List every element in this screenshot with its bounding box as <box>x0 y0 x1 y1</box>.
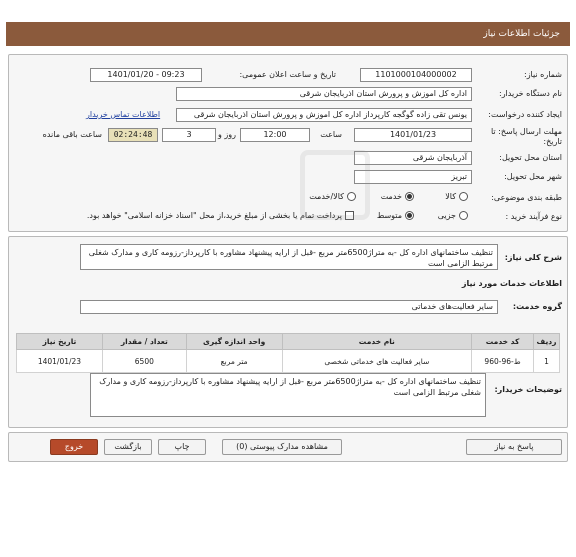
back-button[interactable]: بازگشت <box>104 439 152 455</box>
radio-selected-icon <box>405 192 414 201</box>
print-button[interactable]: چاپ <box>158 439 206 455</box>
deadline-label: مهلت ارسال پاسخ: تا تاریخ: <box>490 127 562 146</box>
province-label: استان محل تحویل: <box>499 153 562 162</box>
days-label: روز و <box>218 130 236 139</box>
table-header-row <box>17 334 560 350</box>
summary-textbox: تنظیف ساختمانهای اداره کل -به متراژ6500متر مربع -قبل از ارایه پیشنهاد مشاوره با کارپرداز-رزومه کاری و مدارک شغلی مرتبط الزامی است <box>80 244 498 270</box>
radio-selected-icon <box>405 211 414 220</box>
radio-icon <box>459 192 468 201</box>
services-table-wrap <box>16 333 560 373</box>
col-unit-header: واحد اندازه گیری <box>186 334 282 350</box>
creator-field: یونس تقی زاده گوگجه کارپرداز اداره کل اموزش و پرورش استان اذربایجان شرقی <box>176 108 472 122</box>
remaining-days-field: 3 <box>162 128 216 142</box>
city-field: تبریز <box>354 170 472 184</box>
page-title: جزئیات اطلاعات نیاز <box>6 22 570 46</box>
buyer-notes-label: توضیحات خریدار: <box>494 385 562 394</box>
category-option-goods-service[interactable]: کالا/خدمت <box>309 192 356 201</box>
process-option-medium[interactable]: متوسط <box>377 211 414 220</box>
col-code-header: کد خدمت <box>472 334 534 350</box>
process-option-minor[interactable]: جزیی <box>438 211 468 220</box>
deadline-time-label: ساعت <box>320 130 342 139</box>
payment-treasury-checkbox[interactable]: پرداخت تمام یا بخشی از مبلغ خرید،از محل "اسناد خزانه اسلامی" خواهد بود. <box>87 211 354 220</box>
reply-button[interactable]: پاسخ به نیاز <box>466 439 562 455</box>
view-attachments-button[interactable]: مشاهده مدارک پیوستی (0) <box>222 439 342 455</box>
city-label: شهر محل تحویل: <box>504 172 562 181</box>
buyer-name-label: نام دستگاه خریدار: <box>499 89 562 98</box>
buyer-name-field: اداره کل اموزش و پرورش استان اذربایجان شرقی <box>176 87 472 101</box>
buyer-contact-link[interactable]: اطلاعات تماس خریدار <box>86 110 161 119</box>
remaining-time-field: 02:24:48 <box>108 128 158 142</box>
deadline-date-field: 1401/01/23 <box>354 128 472 142</box>
col-date-header: تاریخ نیاز <box>17 334 103 350</box>
exit-button[interactable]: خروج <box>50 439 98 455</box>
need-number-label: شماره نیاز: <box>524 70 562 79</box>
category-option-goods[interactable]: کالا <box>445 192 468 201</box>
cell-date: 1401/01/23 <box>17 350 103 373</box>
col-row-header: ردیف <box>534 334 560 350</box>
process-label: نوع فرآیند خرید : <box>505 212 562 221</box>
cell-code: ط-96-960 <box>472 350 534 373</box>
summary-label: شرح کلی نیاز: <box>504 253 562 262</box>
watermark-logo <box>300 150 370 220</box>
service-group-label: گروه خدمت: <box>512 302 562 311</box>
services-table <box>16 333 560 373</box>
table-row <box>17 350 560 373</box>
radio-icon <box>459 211 468 220</box>
announce-date-field: 1401/01/20 - 09:23 <box>90 68 202 82</box>
need-number-field: 1101000104000002 <box>360 68 472 82</box>
announce-date-label: تاریخ و ساعت اعلان عمومی: <box>239 70 336 79</box>
province-field: آذربایجان شرقی <box>354 151 472 165</box>
deadline-time-field: 12:00 <box>240 128 310 142</box>
cell-row: 1 <box>534 350 560 373</box>
category-label: طبقه بندی موضوعی: <box>491 193 562 202</box>
col-name-header: نام خدمت <box>282 334 472 350</box>
cell-name: سایر فعالیت های خدماتی شخصی <box>282 350 472 373</box>
remaining-time-label: ساعت باقی مانده <box>42 130 102 139</box>
creator-label: ایجاد کننده درخواست: <box>488 110 562 119</box>
buyer-notes-textbox: تنظیف ساختمانهای اداره کل -به متراژ6500متر مربع -قبل از ارایه پیشنهاد مشاوره با کارپرداز-رزومه کاری و مدارک شغلی مرتبط الزامی است <box>90 373 486 417</box>
services-heading: اطلاعات خدمات مورد نیاز <box>461 279 562 288</box>
cell-unit: متر مربع <box>186 350 282 373</box>
category-option-service[interactable]: خدمت <box>381 192 414 201</box>
service-group-field: سایر فعالیت‌های خدماتی <box>80 300 498 314</box>
col-qty-header: تعداد / مقدار <box>102 334 186 350</box>
cell-qty: 6500 <box>102 350 186 373</box>
